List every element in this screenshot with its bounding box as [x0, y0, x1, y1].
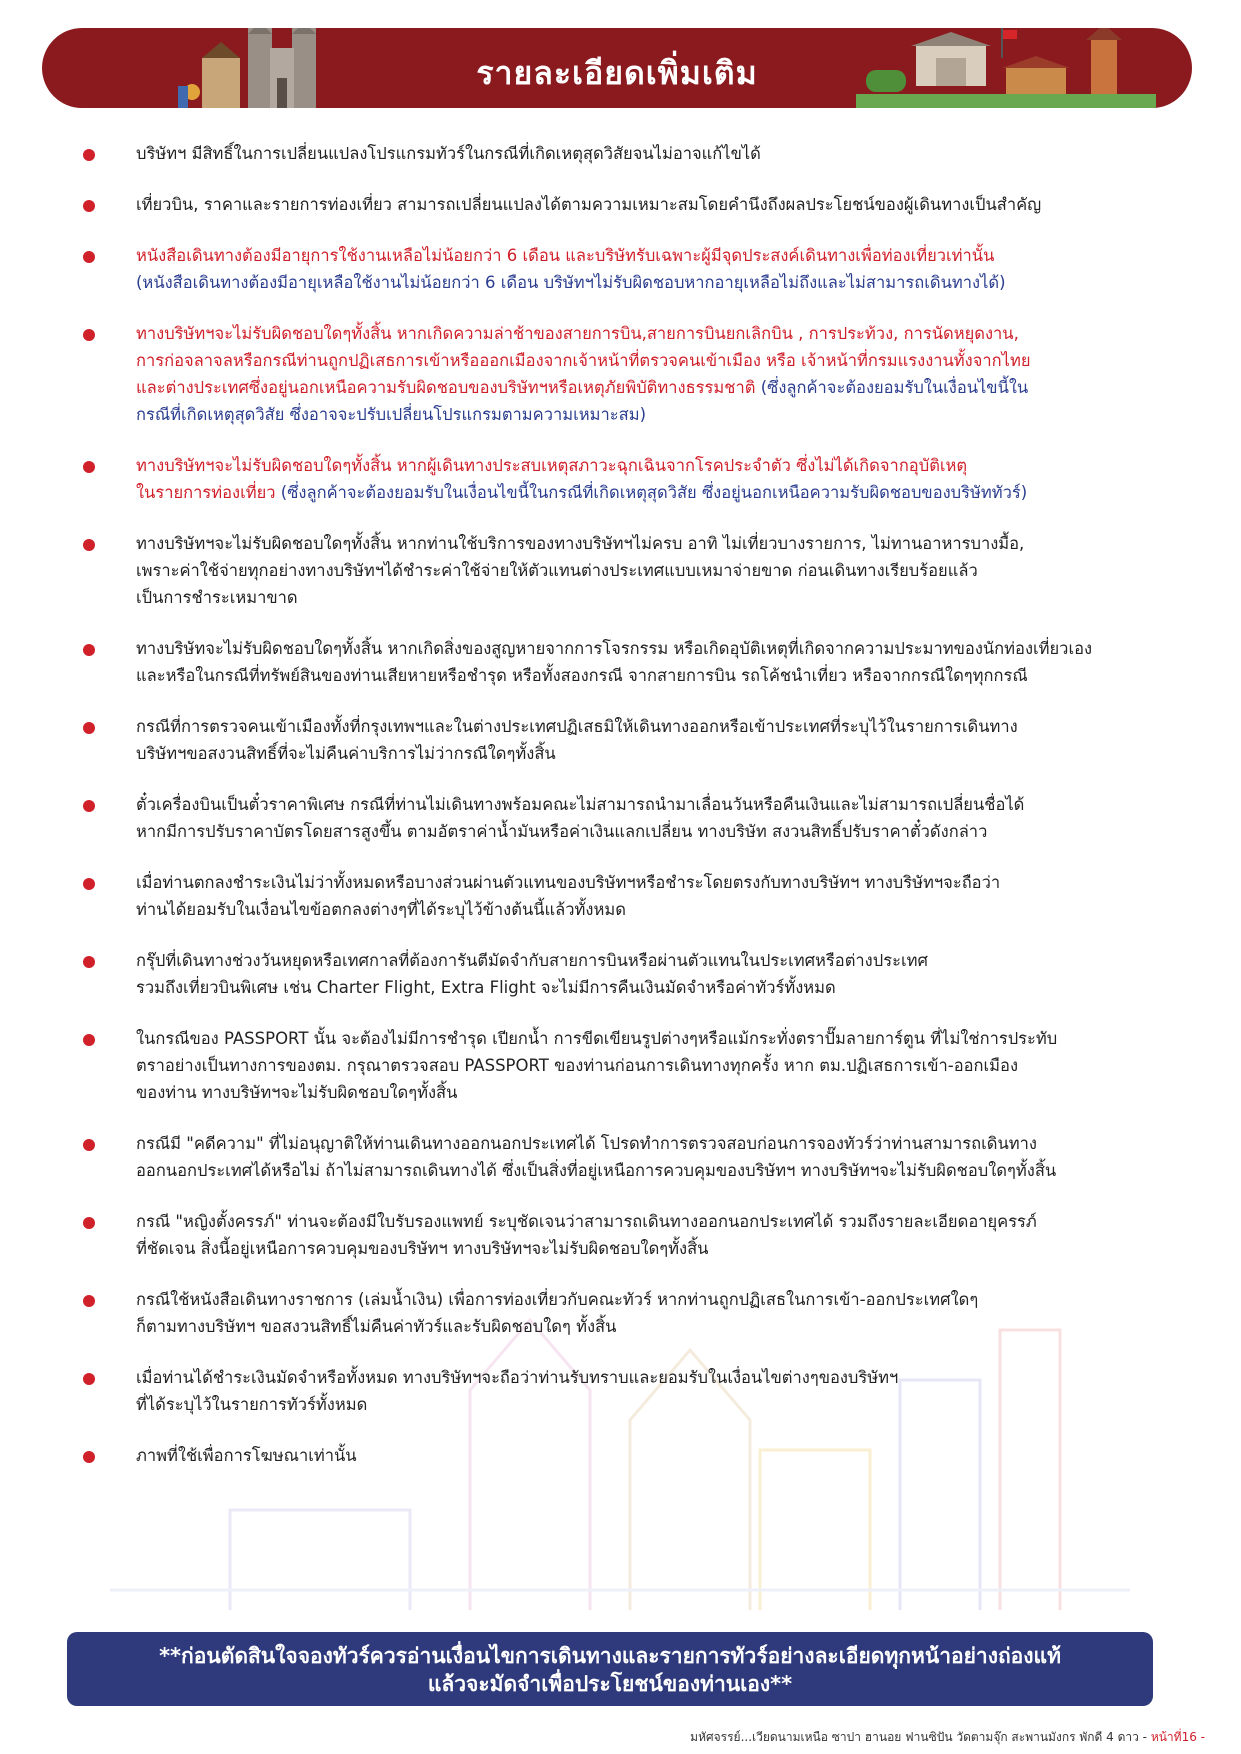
text-segment: รวมถึงเที่ยวบินพิเศษ เช่น Charter Flight, Extra Flight จะไม่มีการคืนเงินมัดจำหรือค่าทัวร์ทั้งหมด: [136, 978, 836, 997]
bullet-dot: [83, 1451, 95, 1463]
text-segment: ทางบริษัทฯจะไม่รับผิดชอบใดๆทั้งสิ้น หากเกิดความล่าช้าของสายการบิน,สายการบินยกเลิกบิน , การประท้วง, การนัดหยุดงาน,: [136, 324, 1019, 343]
bullet-dot: [83, 200, 95, 212]
text-segment: ท่านได้ยอมรับในเงื่อนไขข้อตกลงต่างๆที่ได้ระบุไว้ข้างต้นนี้แล้วทั้งหมด: [136, 900, 626, 919]
text-segment: ทางบริษัทฯจะไม่รับผิดชอบใดๆทั้งสิ้น หากท่านใช้บริการของทางบริษัทฯไม่ครบ อาทิ ไม่เที่ยวบางรายการ, ไม่ทานอาหารบางมื้อ,: [136, 534, 1025, 553]
text-segment: ทางบริษัทฯจะไม่รับผิดชอบใดๆทั้งสิ้น หากผู้เดินทางประสบเหตุสภาวะฉุกเฉินจากโรคประจำตัว ซึ่งไม่ได้เกิดจากอุบัติเหตุ: [136, 456, 968, 475]
list-item-text: [136, 1286, 1180, 1340]
bullet-dot: [83, 1139, 95, 1151]
text-segment: กรุ๊ปที่เดินทางช่วงวันหยุดหรือเทศกาลที่ต้องการันตีมัดจำกับสายการบินหรือผ่านตัวแทนในประเทศหรือต่างประเทศ: [136, 951, 928, 970]
text-segment: การก่อจลาจลหรือกรณีท่านถูกปฏิเสธการเข้าหรือออกเมืองจากเจ้าหน้าที่ตรวจคนเข้าเมือง หรือ เจ้าหน้าที่กรมแรงงานทั้งจากไทย: [136, 351, 1031, 370]
notice-banner: [67, 1632, 1153, 1706]
bullet-dot: [83, 329, 95, 341]
bullet-dot: [83, 539, 95, 551]
list-item-text: [136, 791, 1180, 845]
terms-list: [80, 140, 1180, 1493]
notice-line-2: แล้วจะมัดจำเพื่อประโยชน์ของท่านเอง**: [427, 1672, 793, 1696]
list-item: [80, 1442, 1180, 1469]
page-header: [42, 28, 1192, 108]
text-segment: บริษัทฯขอสงวนสิทธิ์ที่จะไม่คืนค่าบริการไม่ว่ากรณีใดๆทั้งสิ้น: [136, 744, 556, 763]
bullet-dot: [83, 1217, 95, 1229]
text-segment: กรณีที่การตรวจคนเข้าเมืองทั้งที่กรุงเทพฯและในต่างประเทศปฏิเสธมิให้เดินทางออกหรือเข้าประเทศที่ระบุไว้ในรายการเดินทาง: [136, 717, 1018, 736]
text-segment: ที่ได้ระบุไว้ในรายการทัวร์ทั้งหมด: [136, 1395, 368, 1414]
list-item: [80, 1130, 1180, 1184]
list-item: [80, 1208, 1180, 1262]
text-segment: หนังสือเดินทางต้องมีอายุการใช้งานเหลือไม่น้อยกว่า 6 เดือน และบริษัทรับเฉพาะผู้มีจุดประสงค์เดินทางเพื่อท่องเที่ยวเท่านั้น: [136, 246, 995, 265]
text-segment: และหรือในกรณีที่ทรัพย์สินของท่านเสียหายหรือชำรุด หรือทั้งสองกรณี จากสายการบิน รถโค้ชนำเที่ยว หรือจากกรณีใดๆทุกกรณี: [136, 666, 1028, 685]
bullet-dot: [83, 956, 95, 968]
list-item-text: [136, 191, 1180, 218]
text-segment: ของท่าน ทางบริษัทฯจะไม่รับผิดชอบใดๆทั้งสิ้น: [136, 1083, 458, 1102]
list-item-text: [136, 242, 1180, 296]
notice-text: [67, 1642, 1153, 1698]
list-item: [80, 1025, 1180, 1106]
page-footer: [690, 1728, 1205, 1747]
text-segment: เมื่อท่านได้ชำระเงินมัดจำหรือทั้งหมด ทางบริษัทฯจะถือว่าท่านรับทราบและยอมรับในเงื่อนไขต่างๆของบริษัทฯ: [136, 1368, 899, 1387]
list-item-text: [136, 1208, 1180, 1262]
list-item-text: [136, 320, 1180, 428]
text-segment: ภาพที่ใช้เพื่อการโฆษณาเท่านั้น: [136, 1446, 357, 1465]
bullet-dot: [83, 1034, 95, 1046]
list-item: [80, 320, 1180, 428]
list-item: [80, 713, 1180, 767]
list-item: [80, 191, 1180, 218]
text-segment: (หนังสือเดินทางต้องมีอายุเหลือใช้งานไม่น้อยกว่า 6 เดือน บริษัทฯไม่รับผิดชอบหากอายุเหลือไม่ถึงและไม่สามารถเดินทางได้): [136, 273, 1006, 292]
notice-line-1: **ก่อนตัดสินใจจองทัวร์ควรอ่านเงื่อนไขการเดินทางและรายการทัวร์อย่างละเอียดทุกหน้าอย่างถ่องแท้: [159, 1644, 1061, 1668]
list-item: [80, 1364, 1180, 1418]
text-segment: บริษัทฯ มีสิทธิ์ในการเปลี่ยนแปลงโปรแกรมทัวร์ในกรณีที่เกิดเหตุสุดวิสัยจนไม่อาจแก้ไขได้: [136, 144, 761, 163]
list-item-text: [136, 1442, 1180, 1469]
list-item: [80, 530, 1180, 611]
list-item-text: [136, 947, 1180, 1001]
text-segment: และต่างประเทศซึ่งอยู่นอกเหนือความรับผิดชอบของบริษัทฯหรือเหตุภัยพิบัติทางธรรมชาติ: [136, 378, 761, 397]
text-segment: กรณีใช้หนังสือเดินทางราชการ (เล่มน้ำเงิน) เพื่อการท่องเที่ยวกับคณะทัวร์ หากท่านถูกปฏิเสธในการเข้า-ออกประเทศใดๆ: [136, 1290, 979, 1309]
temple-illustration: [856, 28, 1156, 108]
text-segment: ตราอย่างเป็นทางการของตม. กรุณาตรวจสอบ PASSPORT ของท่านก่อนการเดินทางทุกครั้ง หาก ตม.ปฏิเสธการเข้า-ออกเมือง: [136, 1056, 1019, 1075]
text-segment: (ซึ่งลูกค้าจะต้องยอมรับในเงื่อนไขนี้ใน: [760, 378, 1029, 397]
list-item-text: [136, 530, 1180, 611]
text-segment: หากมีการปรับราคาบัตรโดยสารสูงขึ้น ตามอัตราค่าน้ำมันหรือค่าเงินแลกเปลี่ยน ทางบริษัท สงวนสิทธิ์ปรับราคาตั๋วดังกล่าว: [136, 822, 988, 841]
list-item-text: [136, 635, 1180, 689]
bullet-dot: [83, 644, 95, 656]
text-segment: เป็นการชำระเหมาขาด: [136, 588, 298, 607]
list-item: [80, 791, 1180, 845]
bullet-dot: [83, 251, 95, 263]
text-segment: กรณีมี "คดีความ" ที่ไม่อนุญาติให้ท่านเดินทางออกนอกประเทศได้ โปรดทำการตรวจสอบก่อนการจองทัวร์ว่าท่านสามารถเดินทาง: [136, 1134, 1037, 1153]
list-item-text: [136, 1025, 1180, 1106]
bullet-dot: [83, 722, 95, 734]
bullet-dot: [83, 149, 95, 161]
bullet-dot: [83, 461, 95, 473]
list-item: [80, 452, 1180, 506]
bullet-dot: [83, 1373, 95, 1385]
text-segment: กรณีที่เกิดเหตุสุดวิสัย ซึ่งอาจจะปรับเปลี่ยนโปรแกรมตามความเหมาะสม): [136, 405, 647, 424]
list-item: [80, 635, 1180, 689]
page-title: รายละเอียดเพิ่มเติม: [476, 54, 758, 92]
list-item-text: [136, 713, 1180, 767]
list-item: [80, 140, 1180, 167]
text-segment: เพราะค่าใช้จ่ายทุกอย่างทางบริษัทฯได้ชำระค่าใช้จ่ายให้ตัวแทนต่างประเทศแบบเหมาจ่ายขาด ก่อนเดินทางเรียบร้อยแล้ว: [136, 561, 978, 580]
list-item: [80, 947, 1180, 1001]
text-segment: ตั๋วเครื่องบินเป็นตั๋วราคาพิเศษ กรณีที่ท่านไม่เดินทางพร้อมคณะไม่สามารถนำมาเลื่อนวันหรือคืนเงินและไม่สามารถเปลี่ยนชื่อได้: [136, 795, 1025, 814]
list-item-text: [136, 869, 1180, 923]
list-item-text: [136, 1364, 1180, 1418]
page-number: หน้าที่16 -: [1150, 1730, 1205, 1744]
text-segment: กรณี "หญิงตั้งครรภ์" ท่านจะต้องมีใบรับรองแพทย์ ระบุชัดเจนว่าสามารถเดินทางออกนอกประเทศได้ รวมถึงรายละเอียดอายุครรภ์: [136, 1212, 1037, 1231]
list-item-text: [136, 140, 1180, 167]
list-item-text: [136, 1130, 1180, 1184]
text-segment: ที่ชัดเจน สิ่งนี้อยู่เหนือการควบคุมของบริษัทฯ ทางบริษัทฯจะไม่รับผิดชอบใดๆทั้งสิ้น: [136, 1239, 709, 1258]
bullet-dot: [83, 878, 95, 890]
list-item-text: [136, 452, 1180, 506]
text-segment: ออกนอกประเทศได้หรือไม่ ถ้าไม่สามารถเดินทางได้ ซึ่งเป็นสิ่งที่อยู่เหนือการควบคุมของบริษัทฯ ทางบริษัทฯจะไม่รับผิดชอบใดๆทั้งสิ้น: [136, 1161, 1057, 1180]
text-segment: เที่ยวบิน, ราคาและรายการท่องเที่ยว สามารถเปลี่ยนแปลงได้ตามความเหมาะสมโดยคำนึงถึงผลประโยชน์ของผู้เดินทางเป็นสำคัญ: [136, 195, 1042, 214]
bullet-dot: [83, 1295, 95, 1307]
text-segment: ทางบริษัทจะไม่รับผิดชอบใดๆทั้งสิ้น หากเกิดสิ่งของสูญหายจากการโจรกรรม หรือเกิดอุบัติเหตุที่เกิดจากความประมาทของนักท่องเที่ยวเอง: [136, 639, 1093, 658]
bullet-dot: [83, 800, 95, 812]
text-segment: ในรายการท่องเที่ยว: [136, 483, 281, 502]
list-item: [80, 242, 1180, 296]
footer-tour-name: มหัศจรรย์...เวียดนามเหนือ ซาปา ฮานอย ฟานซิปัน วัดตามจุ๊ก สะพานมังกร พักดี 4 ดาว -: [690, 1730, 1151, 1744]
list-item: [80, 1286, 1180, 1340]
text-segment: ในกรณีของ PASSPORT นั้น จะต้องไม่มีการชำรุด เปียกน้ำ การขีดเขียนรูปต่างๆหรือแม้กระทั่งตราปั๊มลายการ์ตูน ที่ไม่ใช่การประทับ: [136, 1029, 1058, 1048]
text-segment: เมื่อท่านตกลงชำระเงินไม่ว่าทั้งหมดหรือบางส่วนผ่านตัวแทนของบริษัทฯหรือชำระโดยตรงกับทางบริษัทฯ ทางบริษัทฯจะถือว่า: [136, 873, 1001, 892]
list-item: [80, 869, 1180, 923]
text-segment: (ซึ่งลูกค้าจะต้องยอมรับในเงื่อนไขนี้ในกรณีที่เกิดเหตุสุดวิสัย ซึ่งอยู่นอกเหนือความรับผิดชอบของบริษัททัวร์): [280, 483, 1028, 502]
text-segment: ก็ตามทางบริษัทฯ ขอสงวนสิทธิ์ไม่คืนค่าทัวร์และรับผิดชอบใดๆ ทั้งสิ้น: [136, 1317, 617, 1336]
